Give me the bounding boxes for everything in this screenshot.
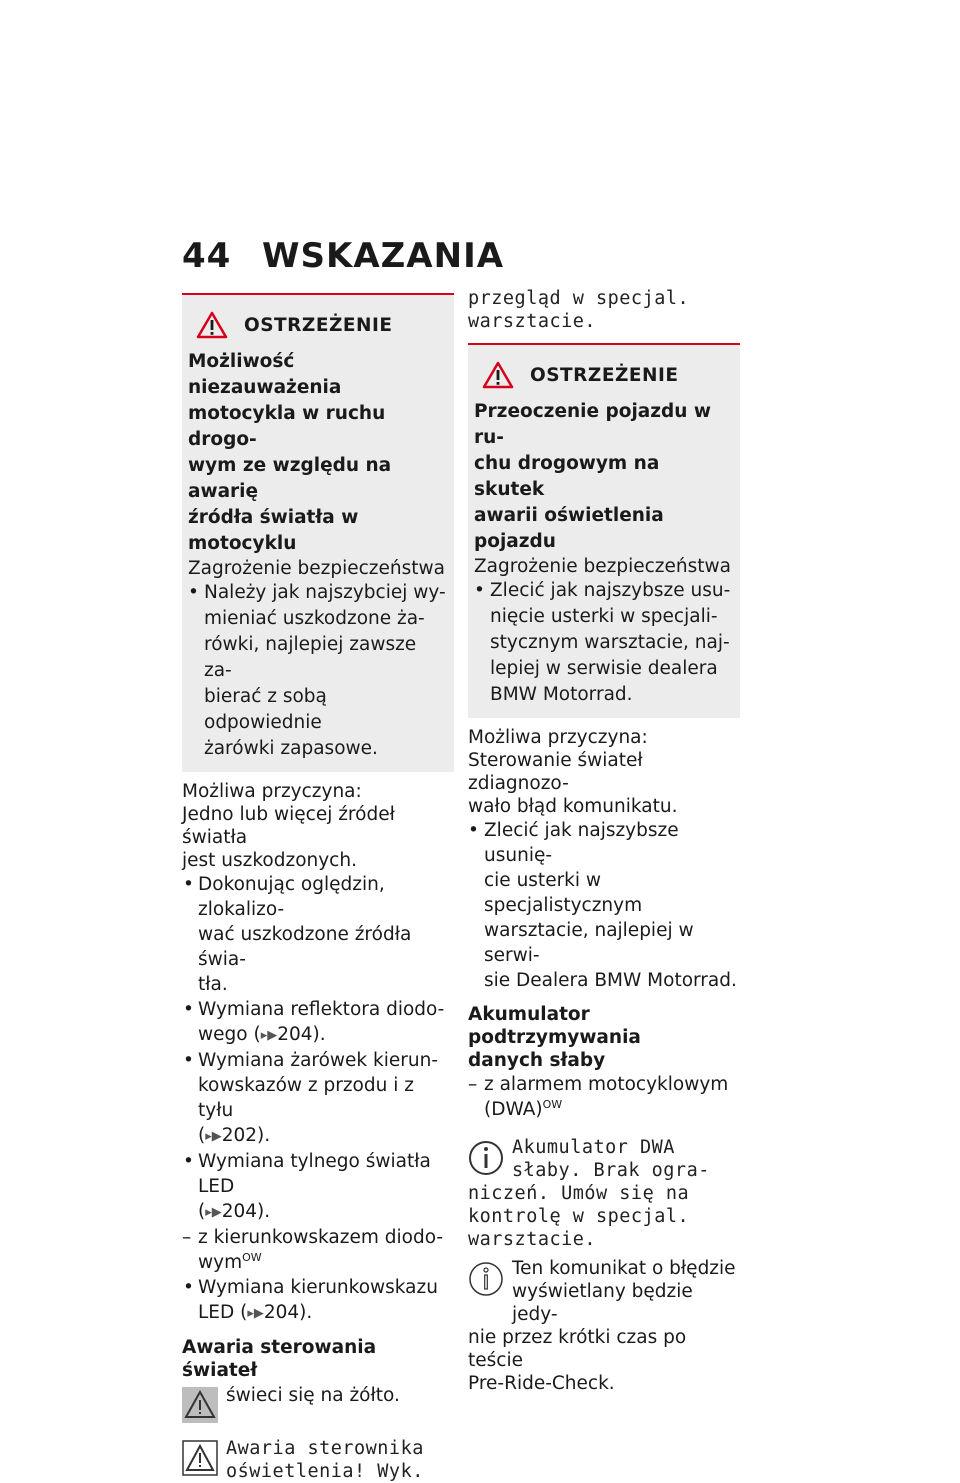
info-message-battery	[468, 1136, 740, 1251]
warning-title: OSTRZEŻENIE	[530, 364, 679, 386]
page-reference-arrow-icon[interactable]: ▸▶	[260, 1028, 278, 1043]
info-note-line: Pre-Ride-Check.	[468, 1373, 615, 1394]
page-reference[interactable]: 202).	[221, 1125, 271, 1146]
ref-prefix: (	[198, 1125, 206, 1146]
list-item	[182, 872, 454, 997]
display-message-line: niczeń. Umów się na	[468, 1183, 690, 1204]
page-title: WSKAZANIA	[262, 236, 505, 276]
bullet-marker: •	[188, 582, 199, 603]
page-reference[interactable]: 204).	[263, 1302, 313, 1323]
list-item-line: tła.	[198, 974, 228, 995]
bullet-line: Zlecić jak najszybsze usunię-	[484, 820, 679, 866]
dash-marker: –	[468, 1074, 478, 1095]
display-message-continued: warsztacie.	[468, 311, 597, 332]
bullet-line: mieniać uszkodzone ża-	[204, 608, 425, 629]
list-item	[182, 1048, 454, 1149]
warning-bullet	[188, 580, 448, 762]
warning-heading-line: chu drogowym na skutek	[474, 453, 660, 500]
bullet-line: stycznym warsztacie, naj-	[490, 632, 730, 653]
dash-item-text: wym	[198, 1252, 243, 1273]
bullet-marker: •	[183, 999, 194, 1020]
warning-header	[196, 311, 448, 339]
page-reference-arrow-icon[interactable]: ▸▶	[247, 1306, 264, 1321]
warning-triangle-icon	[482, 361, 514, 389]
lamp-status-row	[182, 1384, 454, 1423]
bullet-line: cie usterki w specjalistycznym	[484, 870, 643, 916]
ref-prefix: LED (	[198, 1302, 248, 1323]
list-item	[182, 1275, 454, 1326]
bullet-line: rówki, najlepiej zawsze za-	[204, 634, 417, 681]
info-outline-icon	[468, 1259, 504, 1299]
warning-heading-line: motocykla w ruchu drogo-	[188, 403, 386, 450]
list-item-line: Dokonując oględzin, zlokalizo-	[198, 874, 385, 920]
warning-heading	[474, 399, 734, 555]
cause-text-line: wało błąd komunikatu.	[468, 796, 678, 817]
display-message-line: Akumulator DWA	[512, 1137, 675, 1158]
dash-item-line	[198, 1250, 454, 1275]
list-item-line-with-ref	[198, 1123, 454, 1149]
bullet-line: BMW Motorrad.	[490, 684, 633, 705]
warning-triangle-display-icon	[182, 1440, 218, 1476]
option-superscript: OW	[542, 1097, 563, 1111]
list-item	[182, 1149, 454, 1225]
list-item-line: Wymiana żarówek kierun-	[198, 1050, 438, 1071]
dash-marker: –	[182, 1227, 192, 1248]
warning-lamp-icon	[182, 1387, 218, 1423]
display-message-line: kontrolę w specjal.	[468, 1206, 690, 1227]
bullet-marker: •	[474, 580, 485, 601]
right-column	[468, 287, 740, 1395]
action-list-2	[182, 1275, 454, 1326]
list-item-line: kowskazów z przodu i z tyłu	[198, 1075, 414, 1121]
list-item-line: Wymiana reflektora diodo-	[198, 999, 445, 1020]
option-superscript: OW	[242, 1250, 262, 1264]
cause-text-line: Jedno lub więcej źródeł światła	[182, 804, 395, 848]
warning-heading-line: awarii oświetlenia pojazdu	[474, 505, 664, 552]
list-item-line-with-ref	[198, 1199, 454, 1225]
dash-item-alarm	[468, 1072, 740, 1122]
info-icon	[468, 1138, 504, 1178]
ref-prefix: (	[198, 1201, 206, 1222]
display-message-line: Awaria sterownika	[226, 1438, 424, 1459]
bullet-line: nięcie usterki w specjali-	[490, 606, 718, 627]
warning-box-light-failure	[182, 293, 454, 772]
display-message-line: warsztacie.	[468, 1229, 597, 1250]
cause-label: Możliwa przyczyna:	[182, 781, 362, 802]
bullet-line: Należy jak najszybciej wy-	[204, 582, 446, 603]
display-message-line: oświetlenia! Wyk.	[226, 1461, 424, 1482]
dash-item-text: (DWA)	[484, 1099, 543, 1120]
list-item-line: Wymiana kierunkowskazu	[198, 1277, 438, 1298]
bullet-marker: •	[468, 820, 479, 841]
display-message-row	[182, 1437, 454, 1483]
list-item-line: Wymiana tylnego światła LED	[198, 1151, 431, 1197]
bullet-line: lepiej w serwisie dealera	[490, 658, 718, 679]
warning-header	[482, 361, 734, 389]
warning-heading-line: Przeoczenie pojazdu w ru-	[474, 401, 711, 448]
cause-label: Możliwa przyczyna:	[468, 727, 648, 748]
info-note-line: nie przez krótki czas po teście	[468, 1327, 687, 1371]
warning-heading-line: źródła światła w motocyklu	[188, 507, 359, 554]
warning-heading-line: wym ze względu na awarię	[188, 455, 392, 502]
list-item-line-with-ref	[198, 1300, 454, 1326]
page-number: 44	[182, 236, 232, 276]
cause-text-line: jest uszkodzonych.	[182, 850, 357, 871]
warning-box-vehicle-overlooked	[468, 343, 740, 718]
section-title-light-control: Awaria sterowania świateł	[182, 1337, 377, 1381]
section-title-line: danych słaby	[468, 1050, 606, 1071]
page-reference[interactable]: 204).	[221, 1201, 271, 1222]
ref-prefix: wego (	[198, 1024, 261, 1045]
warning-bullet	[474, 578, 734, 708]
warning-heading	[188, 349, 448, 557]
dash-item-line: z kierunkowskazem diodo-	[198, 1227, 444, 1248]
warning-subtitle: Zagrożenie bezpieczeństwa	[188, 558, 445, 579]
display-message	[226, 1437, 424, 1483]
display-message-line: słaby. Brak ogra-	[512, 1160, 710, 1181]
bullet-marker: •	[183, 1277, 194, 1298]
action-list	[182, 872, 454, 1225]
display-message-continued: przegląd w specjal.	[468, 288, 690, 309]
dash-item-led-indicator	[182, 1225, 454, 1275]
section-title-line: Akumulator podtrzymywania	[468, 1004, 641, 1048]
warning-heading-line: Możliwość niezauważenia	[188, 351, 342, 398]
list-item-line-with-ref	[198, 1022, 454, 1048]
dash-item-line: z alarmem motocyklowym	[484, 1074, 729, 1095]
bullet-line: żarówki zapasowe.	[204, 738, 378, 759]
info-note-line: wyświetlany będzie jedy-	[512, 1281, 693, 1325]
info-note-line: Ten komunikat o błędzie	[512, 1258, 736, 1279]
bullet-line: Zlecić jak najszybsze usu-	[490, 580, 731, 601]
page-reference[interactable]: 204).	[277, 1024, 326, 1045]
dash-item-line	[484, 1097, 740, 1122]
bullet-marker: •	[183, 1151, 194, 1172]
bullet-marker: •	[183, 874, 194, 895]
action-bullet	[468, 818, 740, 993]
bullet-line: warsztacie, najlepiej w serwi-	[484, 920, 694, 966]
cause-text-line: Sterowanie świateł zdiagnozo-	[468, 750, 643, 794]
page-reference-arrow-icon[interactable]: ▸▶	[205, 1205, 222, 1220]
page-reference-arrow-icon[interactable]: ▸▶	[205, 1129, 222, 1144]
section-title-battery	[468, 1003, 740, 1072]
warning-triangle-icon	[196, 311, 228, 339]
warning-subtitle: Zagrożenie bezpieczeństwa	[474, 556, 731, 577]
left-column	[182, 293, 454, 1483]
list-item-line: wać uszkodzone źródła świa-	[198, 924, 412, 970]
info-note-pre-ride	[468, 1257, 740, 1395]
warning-title: OSTRZEŻENIE	[244, 314, 393, 336]
bullet-marker: •	[183, 1050, 194, 1071]
lamp-status-text: świeci się na żółto.	[226, 1385, 400, 1406]
bullet-line: bierać z sobą odpowiednie	[204, 686, 327, 733]
list-item	[182, 997, 454, 1048]
bullet-line: sie Dealera BMW Motorrad.	[484, 970, 737, 991]
